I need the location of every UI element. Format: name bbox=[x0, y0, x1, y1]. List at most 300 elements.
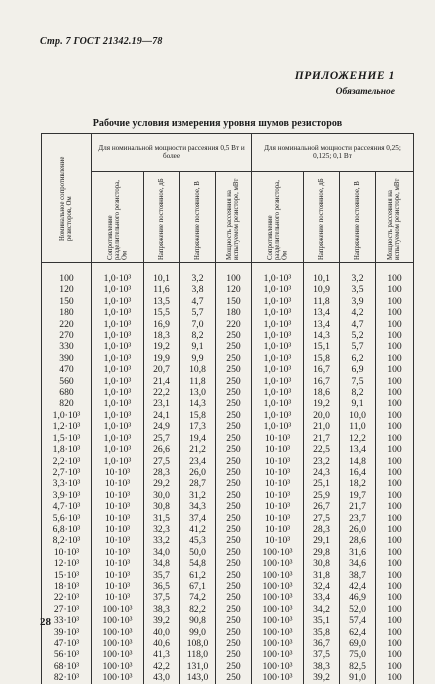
table-cell: 11,8 bbox=[304, 296, 340, 307]
table-cell: 29,2 bbox=[144, 478, 180, 489]
table-cell: 1,8·10³ bbox=[42, 444, 92, 455]
appendix-subtitle: Обязательное bbox=[335, 87, 395, 97]
table-cell: 100·10³ bbox=[92, 672, 144, 683]
table-cell: 100 bbox=[376, 387, 414, 398]
table-cell: 100 bbox=[376, 649, 414, 660]
table-row bbox=[42, 398, 414, 409]
header-a-separating-resistor: Сопротивление разделительного резистора, Ом bbox=[92, 172, 144, 263]
table-cell: 108,0 bbox=[180, 638, 216, 649]
table-cell: 470 bbox=[42, 364, 92, 375]
table-cell: 32,4 bbox=[304, 581, 340, 592]
table-cell: 100 bbox=[376, 467, 414, 478]
table-cell: 8,2 bbox=[180, 330, 216, 341]
table-cell: 37,5 bbox=[144, 592, 180, 603]
table-cell: 5,7 bbox=[340, 341, 376, 352]
table-row bbox=[42, 547, 414, 558]
table-cell: 5,2 bbox=[340, 330, 376, 341]
table-row bbox=[42, 592, 414, 603]
table-cell: 100·10³ bbox=[252, 604, 304, 615]
table-cell: 99,0 bbox=[180, 627, 216, 638]
header-a-voltage-db: Напряжение постоянное, дБ bbox=[144, 172, 180, 263]
table-container bbox=[41, 133, 413, 684]
table-cell: 38,3 bbox=[144, 604, 180, 615]
table-cell: 31,6 bbox=[340, 547, 376, 558]
table-cell: 33,4 bbox=[304, 592, 340, 603]
table-cell: 19,9 bbox=[144, 353, 180, 364]
table-row bbox=[42, 421, 414, 432]
table-cell: 560 bbox=[42, 376, 92, 387]
table-cell: 330 bbox=[42, 341, 92, 352]
table-cell: 100 bbox=[376, 581, 414, 592]
table-body bbox=[42, 263, 414, 684]
table-cell: 250 bbox=[216, 444, 252, 455]
table-cell: 100 bbox=[376, 376, 414, 387]
table-row bbox=[42, 364, 414, 375]
table-row bbox=[42, 627, 414, 638]
table-cell: 1,0·10³ bbox=[92, 421, 144, 432]
table-cell: 100 bbox=[376, 433, 414, 444]
header-a-voltage-v: Напряжение постоянное, В bbox=[180, 172, 216, 263]
table-cell: 100 bbox=[376, 341, 414, 352]
table-cell: 100 bbox=[376, 570, 414, 581]
table-cell: 52,0 bbox=[340, 604, 376, 615]
table-row bbox=[42, 581, 414, 592]
table-cell: 32,3 bbox=[144, 524, 180, 535]
table-cell: 35,8 bbox=[304, 627, 340, 638]
table-cell: 31,2 bbox=[180, 490, 216, 501]
appendix-block bbox=[295, 70, 395, 97]
table-cell: 100 bbox=[376, 661, 414, 672]
table-cell: 22·10³ bbox=[42, 592, 92, 603]
table-cell: 6,2 bbox=[340, 353, 376, 364]
table-row bbox=[42, 478, 414, 489]
table-cell: 100 bbox=[376, 672, 414, 683]
table-cell: 82·10³ bbox=[42, 672, 92, 683]
table-cell: 25,9 bbox=[304, 490, 340, 501]
table-cell: 180 bbox=[216, 307, 252, 318]
table-cell: 1,0·10³ bbox=[252, 330, 304, 341]
table-cell: 4,2 bbox=[340, 307, 376, 318]
table-cell: 1,0·10³ bbox=[252, 353, 304, 364]
table-cell: 250 bbox=[216, 672, 252, 683]
table-cell: 820 bbox=[42, 398, 92, 409]
table-cell: 250 bbox=[216, 535, 252, 546]
table-cell: 100·10³ bbox=[252, 649, 304, 660]
table-cell: 1,0·10³ bbox=[252, 387, 304, 398]
table-cell: 6,9 bbox=[340, 364, 376, 375]
table-cell: 15,5 bbox=[144, 307, 180, 318]
table-cell: 34,0 bbox=[144, 547, 180, 558]
table-cell: 57,4 bbox=[340, 615, 376, 626]
table-cell: 35,1 bbox=[304, 615, 340, 626]
table-cell: 10·10³ bbox=[92, 581, 144, 592]
table-cell: 100 bbox=[376, 638, 414, 649]
table-cell: 4,7·10³ bbox=[42, 501, 92, 512]
table-cell: 29,8 bbox=[304, 547, 340, 558]
table-cell: 39·10³ bbox=[42, 627, 92, 638]
table-cell: 100 bbox=[376, 592, 414, 603]
table-cell: 250 bbox=[216, 627, 252, 638]
table-cell: 18,2 bbox=[340, 478, 376, 489]
table-cell: 10·10³ bbox=[252, 490, 304, 501]
table-cell: 1,0·10³ bbox=[252, 364, 304, 375]
table-cell: 34,8 bbox=[144, 558, 180, 569]
table-cell: 10,8 bbox=[180, 364, 216, 375]
table-cell: 7,0 bbox=[180, 319, 216, 330]
table-cell: 1,2·10³ bbox=[42, 421, 92, 432]
table-cell: 5,7 bbox=[180, 307, 216, 318]
table-cell: 13,4 bbox=[304, 307, 340, 318]
table-cell: 12,2 bbox=[340, 433, 376, 444]
table-cell: 33·10³ bbox=[42, 615, 92, 626]
table-cell: 220 bbox=[42, 319, 92, 330]
table-cell: 36,7 bbox=[304, 638, 340, 649]
table-cell: 1,0·10³ bbox=[92, 353, 144, 364]
table-cell: 41,2 bbox=[180, 524, 216, 535]
table-cell: 10,9 bbox=[304, 284, 340, 295]
table-cell: 8,2·10³ bbox=[42, 535, 92, 546]
table-row bbox=[42, 661, 414, 672]
table-cell: 27,5 bbox=[144, 456, 180, 467]
table-cell: 100 bbox=[376, 615, 414, 626]
table-cell: 19,2 bbox=[304, 398, 340, 409]
table-cell: 5,6·10³ bbox=[42, 513, 92, 524]
table-cell: 15·10³ bbox=[42, 570, 92, 581]
table-cell: 50,0 bbox=[180, 547, 216, 558]
table-cell: 56·10³ bbox=[42, 649, 92, 660]
table-cell: 250 bbox=[216, 513, 252, 524]
table-cell: 3,9·10³ bbox=[42, 490, 92, 501]
table-cell: 220 bbox=[216, 319, 252, 330]
table-cell: 100 bbox=[376, 364, 414, 375]
table-cell: 10·10³ bbox=[252, 444, 304, 455]
table-cell: 23,1 bbox=[144, 398, 180, 409]
table-cell: 74,2 bbox=[180, 592, 216, 603]
table-cell: 19,2 bbox=[144, 341, 180, 352]
table-row bbox=[42, 433, 414, 444]
table-cell: 54,8 bbox=[180, 558, 216, 569]
table-cell: 100 bbox=[376, 547, 414, 558]
table-cell: 1,0·10³ bbox=[92, 263, 144, 285]
table-cell: 42,2 bbox=[144, 661, 180, 672]
table-row bbox=[42, 387, 414, 398]
table-cell: 10·10³ bbox=[92, 524, 144, 535]
table-row bbox=[42, 513, 414, 524]
table-cell: 1,0·10³ bbox=[252, 319, 304, 330]
table-cell: 1,0·10³ bbox=[252, 307, 304, 318]
table-cell: 1,0·10³ bbox=[92, 410, 144, 421]
table-cell: 1,0·10³ bbox=[252, 284, 304, 295]
table-cell: 91,0 bbox=[340, 672, 376, 683]
table-cell: 11,6 bbox=[144, 284, 180, 295]
table-cell: 8,2 bbox=[340, 387, 376, 398]
table-cell: 30,8 bbox=[144, 501, 180, 512]
table-cell: 15,8 bbox=[304, 353, 340, 364]
table-cell: 131,0 bbox=[180, 661, 216, 672]
table-cell: 26,7 bbox=[304, 501, 340, 512]
table-cell: 10·10³ bbox=[252, 535, 304, 546]
table-cell: 1,0·10³ bbox=[92, 319, 144, 330]
table-cell: 2,2·10³ bbox=[42, 456, 92, 467]
table-cell: 100 bbox=[376, 513, 414, 524]
table-cell: 14,3 bbox=[304, 330, 340, 341]
table-row bbox=[42, 376, 414, 387]
table-cell: 47·10³ bbox=[42, 638, 92, 649]
table-cell: 3,5 bbox=[340, 284, 376, 295]
table-cell: 28,3 bbox=[304, 524, 340, 535]
table-cell: 100·10³ bbox=[92, 638, 144, 649]
table-cell: 250 bbox=[216, 330, 252, 341]
table-cell: 42,4 bbox=[340, 581, 376, 592]
table-row bbox=[42, 456, 414, 467]
table-cell: 100·10³ bbox=[92, 661, 144, 672]
table-cell: 11,8 bbox=[180, 376, 216, 387]
table-cell: 143,0 bbox=[180, 672, 216, 683]
table-cell: 10·10³ bbox=[92, 592, 144, 603]
table-cell: 100·10³ bbox=[92, 615, 144, 626]
table-cell: 28,3 bbox=[144, 467, 180, 478]
table-cell: 390 bbox=[42, 353, 92, 364]
table-cell: 20,7 bbox=[144, 364, 180, 375]
header-group-low-power: Для номинальной мощности рассеяния 0,25; 0,125; 0,1 Вт bbox=[252, 134, 414, 172]
table-cell: 100 bbox=[376, 444, 414, 455]
table-row bbox=[42, 444, 414, 455]
table-cell: 37,4 bbox=[180, 513, 216, 524]
table-cell: 3,2 bbox=[340, 263, 376, 285]
table-cell: 3,2 bbox=[180, 263, 216, 285]
table-cell: 26,0 bbox=[340, 524, 376, 535]
table-cell: 250 bbox=[216, 604, 252, 615]
table-cell: 9,1 bbox=[340, 398, 376, 409]
table-cell: 23,2 bbox=[304, 456, 340, 467]
table-cell: 34,3 bbox=[180, 501, 216, 512]
table-cell: 90,8 bbox=[180, 615, 216, 626]
table-row bbox=[42, 649, 414, 660]
table-cell: 7,5 bbox=[340, 376, 376, 387]
table-cell: 18·10³ bbox=[42, 581, 92, 592]
table-cell: 11,0 bbox=[340, 421, 376, 432]
table-cell: 13,0 bbox=[180, 387, 216, 398]
table-cell: 250 bbox=[216, 558, 252, 569]
table-cell: 10·10³ bbox=[92, 570, 144, 581]
table-cell: 1,5·10³ bbox=[42, 433, 92, 444]
header-b-power: Мощность рассеяния на испытуемом резисторе, мВт bbox=[376, 172, 414, 263]
table-cell: 9,9 bbox=[180, 353, 216, 364]
table-cell: 34,2 bbox=[304, 604, 340, 615]
table-row bbox=[42, 535, 414, 546]
table-cell: 1,0·10³ bbox=[92, 398, 144, 409]
table-cell: 100 bbox=[376, 421, 414, 432]
table-cell: 33,2 bbox=[144, 535, 180, 546]
table-cell: 6,8·10³ bbox=[42, 524, 92, 535]
table-cell: 250 bbox=[216, 341, 252, 352]
table-row bbox=[42, 604, 414, 615]
table-cell: 40,0 bbox=[144, 627, 180, 638]
table-cell: 100·10³ bbox=[92, 627, 144, 638]
table-cell: 100 bbox=[376, 319, 414, 330]
table-cell: 30,0 bbox=[144, 490, 180, 501]
table-cell: 1,0·10³ bbox=[92, 456, 144, 467]
table-cell: 1,0·10³ bbox=[92, 433, 144, 444]
table-cell: 4,7 bbox=[180, 296, 216, 307]
table-cell: 250 bbox=[216, 547, 252, 558]
table-cell: 100 bbox=[376, 410, 414, 421]
table-row bbox=[42, 307, 414, 318]
table-cell: 1,0·10³ bbox=[252, 398, 304, 409]
table-cell: 1,0·10³ bbox=[92, 307, 144, 318]
table-cell: 120 bbox=[42, 284, 92, 295]
header-group-high-power: Для номинальной мощности рассеяния 0,5 Вт и более bbox=[92, 134, 252, 172]
table-cell: 21,2 bbox=[180, 444, 216, 455]
table-row bbox=[42, 467, 414, 478]
table-cell: 45,3 bbox=[180, 535, 216, 546]
table-cell: 1,0·10³ bbox=[92, 387, 144, 398]
table-cell: 16,4 bbox=[340, 467, 376, 478]
table-cell: 27·10³ bbox=[42, 604, 92, 615]
table-cell: 10·10³ bbox=[92, 467, 144, 478]
table-cell: 100 bbox=[376, 456, 414, 467]
table-cell: 82,2 bbox=[180, 604, 216, 615]
table-cell: 10·10³ bbox=[252, 501, 304, 512]
table-cell: 25,1 bbox=[304, 478, 340, 489]
table-cell: 16,9 bbox=[144, 319, 180, 330]
table-cell: 28,7 bbox=[180, 478, 216, 489]
table-row bbox=[42, 615, 414, 626]
table-cell: 18,3 bbox=[144, 330, 180, 341]
table-cell: 43,0 bbox=[144, 672, 180, 683]
table-cell: 250 bbox=[216, 501, 252, 512]
table-cell: 10,1 bbox=[144, 263, 180, 285]
appendix-title: ПРИЛОЖЕНИЕ 1 bbox=[294, 70, 395, 82]
table-cell: 10,1 bbox=[304, 263, 340, 285]
table-cell: 68·10³ bbox=[42, 661, 92, 672]
table-cell: 1,0·10³ bbox=[92, 284, 144, 295]
table-cell: 22,5 bbox=[304, 444, 340, 455]
table-cell: 100·10³ bbox=[92, 649, 144, 660]
table-cell: 3,3·10³ bbox=[42, 478, 92, 489]
table-cell: 100 bbox=[42, 263, 92, 285]
table-cell: 27,5 bbox=[304, 513, 340, 524]
noise-conditions-table bbox=[41, 133, 414, 684]
table-cell: 10·10³ bbox=[92, 513, 144, 524]
table-cell: 1,0·10³ bbox=[92, 444, 144, 455]
table-cell: 150 bbox=[216, 296, 252, 307]
table-cell: 250 bbox=[216, 570, 252, 581]
table-cell: 10·10³ bbox=[42, 547, 92, 558]
table-cell: 100 bbox=[376, 296, 414, 307]
table-cell: 24,9 bbox=[144, 421, 180, 432]
table-cell: 10·10³ bbox=[252, 456, 304, 467]
table-cell: 250 bbox=[216, 421, 252, 432]
table-cell: 250 bbox=[216, 398, 252, 409]
table-cell: 100 bbox=[376, 284, 414, 295]
table-cell: 250 bbox=[216, 490, 252, 501]
header-nominal-resistance: Номинальное сопротивление резисторов, Ом bbox=[42, 134, 92, 263]
table-cell: 1,0·10³ bbox=[92, 376, 144, 387]
table-cell: 40,6 bbox=[144, 638, 180, 649]
table-cell: 35,7 bbox=[144, 570, 180, 581]
table-cell: 270 bbox=[42, 330, 92, 341]
table-cell: 16,7 bbox=[304, 364, 340, 375]
table-row bbox=[42, 638, 414, 649]
table-cell: 15,8 bbox=[180, 410, 216, 421]
table-cell: 4,7 bbox=[340, 319, 376, 330]
table-cell: 14,8 bbox=[340, 456, 376, 467]
table-cell: 29,1 bbox=[304, 535, 340, 546]
table-cell: 100·10³ bbox=[252, 672, 304, 683]
table-cell: 1,0·10³ bbox=[252, 376, 304, 387]
table-cell: 250 bbox=[216, 364, 252, 375]
table-row bbox=[42, 558, 414, 569]
table-row bbox=[42, 284, 414, 295]
table-cell: 10·10³ bbox=[92, 547, 144, 558]
table-cell: 1,0·10³ bbox=[92, 364, 144, 375]
table-cell: 3,8 bbox=[180, 284, 216, 295]
table-row bbox=[42, 341, 414, 352]
table-cell: 100 bbox=[376, 524, 414, 535]
table-cell: 250 bbox=[216, 376, 252, 387]
table-cell: 2,7·10³ bbox=[42, 467, 92, 478]
table-cell: 17,3 bbox=[180, 421, 216, 432]
table-cell: 250 bbox=[216, 387, 252, 398]
table-cell: 10·10³ bbox=[252, 433, 304, 444]
table-cell: 30,8 bbox=[304, 558, 340, 569]
page-header: Стр. 7 ГОСТ 21342.19—78 bbox=[40, 36, 163, 47]
table-cell: 250 bbox=[216, 478, 252, 489]
table-cell: 10·10³ bbox=[92, 558, 144, 569]
table-cell: 15,1 bbox=[304, 341, 340, 352]
table-cell: 250 bbox=[216, 353, 252, 364]
table-cell: 250 bbox=[216, 433, 252, 444]
table-cell: 100 bbox=[376, 627, 414, 638]
table-cell: 250 bbox=[216, 615, 252, 626]
table-cell: 24,1 bbox=[144, 410, 180, 421]
table-cell: 100·10³ bbox=[252, 547, 304, 558]
table-cell: 100 bbox=[376, 604, 414, 615]
table-row bbox=[42, 501, 414, 512]
table-cell: 13,5 bbox=[144, 296, 180, 307]
header-a-power: Мощность рассеяния на испытуемом резисторе, мВт bbox=[216, 172, 252, 263]
table-cell: 39,2 bbox=[304, 672, 340, 683]
table-cell: 1,0·10³ bbox=[42, 410, 92, 421]
table-cell: 250 bbox=[216, 456, 252, 467]
table-cell: 100 bbox=[376, 478, 414, 489]
table-cell: 118,0 bbox=[180, 649, 216, 660]
table-cell: 38,7 bbox=[340, 570, 376, 581]
header-b-voltage-v: Напряжение постоянное, В bbox=[340, 172, 376, 263]
table-cell: 21,0 bbox=[304, 421, 340, 432]
table-row bbox=[42, 570, 414, 581]
table-cell: 250 bbox=[216, 592, 252, 603]
table-row bbox=[42, 319, 414, 330]
table-cell: 18,6 bbox=[304, 387, 340, 398]
table-cell: 250 bbox=[216, 410, 252, 421]
table-cell: 1,0·10³ bbox=[252, 410, 304, 421]
table-cell: 100·10³ bbox=[252, 592, 304, 603]
table-cell: 23,7 bbox=[340, 513, 376, 524]
table-cell: 10·10³ bbox=[92, 478, 144, 489]
table-cell: 100·10³ bbox=[252, 615, 304, 626]
table-cell: 250 bbox=[216, 661, 252, 672]
table-cell: 69,0 bbox=[340, 638, 376, 649]
table-cell: 31,8 bbox=[304, 570, 340, 581]
table-cell: 38,3 bbox=[304, 661, 340, 672]
table-cell: 26,0 bbox=[180, 467, 216, 478]
table-row bbox=[42, 410, 414, 421]
table-cell: 19,7 bbox=[340, 490, 376, 501]
table-cell: 3,9 bbox=[340, 296, 376, 307]
table-row bbox=[42, 330, 414, 341]
